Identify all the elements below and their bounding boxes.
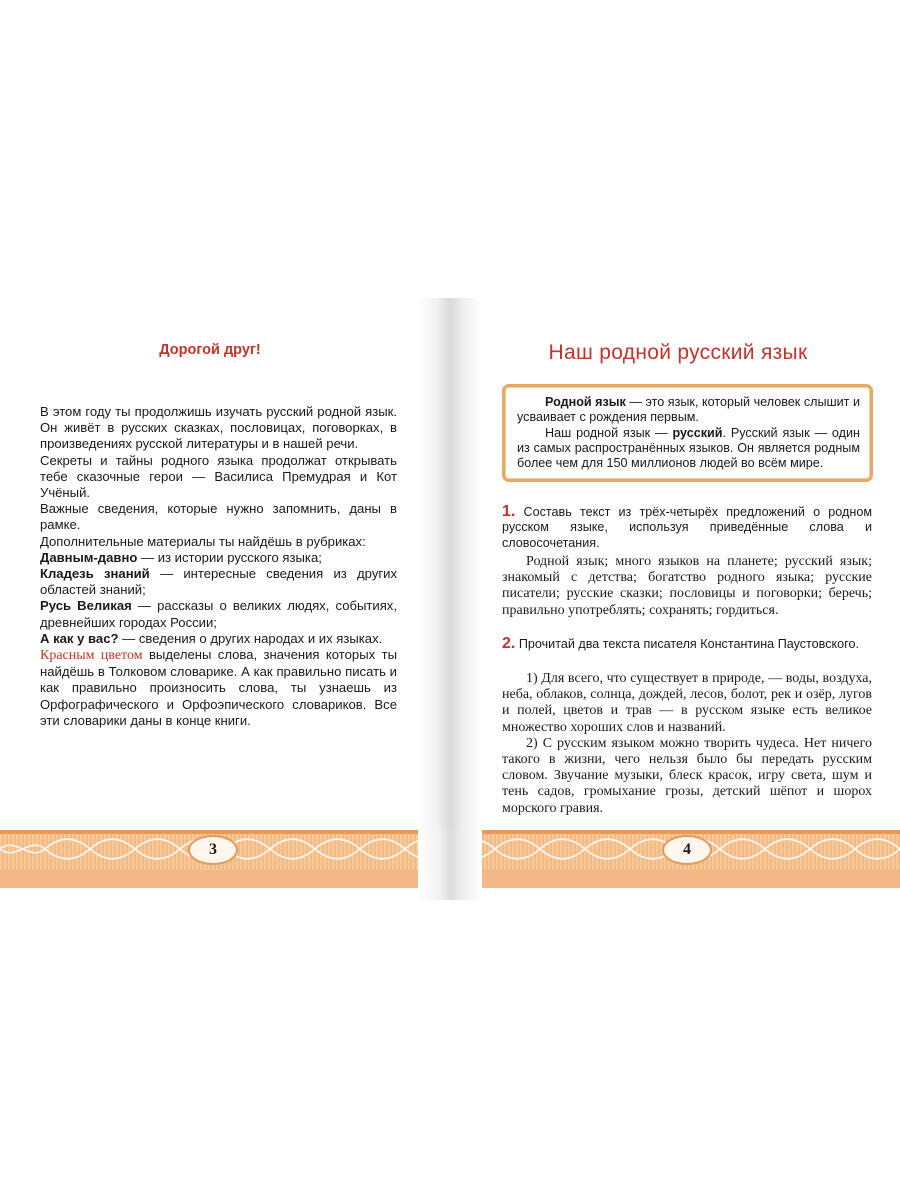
- task-2: [502, 636, 872, 652]
- rubric-item: [40, 550, 397, 566]
- rubric-item: [40, 598, 397, 630]
- page-number-left: 3: [188, 835, 238, 865]
- frame-paragraph: Важные сведения, которые нужно запомнить, даны в рамке.: [40, 501, 397, 533]
- page-number-right: 4: [662, 835, 712, 865]
- left-page: [0, 298, 420, 828]
- left-page-title: Дорогой друг!: [159, 342, 261, 358]
- task-1-text: Составь текст из трёх-четырёх предложений о родном русском языке, используя приведённые слова и словосочетания.: [502, 505, 872, 550]
- rubric-item: [40, 631, 397, 647]
- russian-language-paragraph: [517, 426, 860, 472]
- task-2-text: Прочитай два текста писателя Константина Паустовского.: [515, 637, 860, 651]
- definition-paragraph: [517, 395, 860, 426]
- russian-language-rest: . Русский язык — один из самых распространённых языков. Он является родным более чем для 150 миллионов людей во всём мире.: [517, 425, 860, 471]
- rubric-term: А как у вас?: [40, 630, 119, 646]
- rubric-term: Кладезь знаний: [40, 566, 150, 582]
- intro-paragraph: В этом году ты продолжишь изучать русский родной язык. Он живёт в русских сказках, пословицах, поговорках, в произведениях русской литературы и в нашей речи.: [40, 404, 397, 452]
- russian-language-start: Наш родной язык —: [545, 425, 673, 440]
- rubric-desc: — из истории русского языка;: [137, 549, 322, 565]
- dictionary-paragraph-rest: выделены слова, значения которых ты найдёшь в Толковом словарике. А как правильно писать и как правильно произносить слова, ты узнаешь из Орфографического и Орфоэпического словариков. Все эти словарики даны в конце книги.: [40, 647, 397, 728]
- task-2-instruction: [502, 636, 872, 652]
- rubric-term: Давным-давно: [40, 549, 138, 565]
- dictionary-paragraph: [40, 647, 397, 729]
- rubric-term: Русь Великая: [40, 598, 132, 614]
- task-1-instruction: [502, 504, 872, 551]
- task-number: 1.: [502, 503, 516, 520]
- left-page-text: [40, 404, 397, 729]
- definition-text: — это язык, который человек слышит и усваивает с рождения первым.: [517, 395, 860, 425]
- rubric-desc: — интересные сведения из других областей знаний;: [40, 566, 397, 598]
- task-1: [502, 504, 872, 551]
- book-gutter: [418, 298, 482, 900]
- rubric-desc: — сведения о других народах и их языках.: [118, 630, 383, 646]
- rubric-desc: — рассказы о великих людях, событиях, древнейших городах России;: [40, 598, 397, 630]
- quote-1: 1) Для всего, что существует в природе, — воды, воздуха, неба, облаков, солнца, дождей, лесов, болот, рек и озёр, лугов и полей, цветов и трав — в русском языке есть великое множество хороших слов и названий.: [502, 671, 872, 735]
- russian-term: русский: [672, 425, 723, 440]
- paustovsky-quotes: [502, 671, 872, 817]
- right-page: [482, 298, 900, 828]
- rubric-item: [40, 566, 397, 598]
- definition-term: Родной язык: [545, 395, 626, 409]
- heroes-paragraph: Секреты и тайны родного языка продолжат открывать тебе сказочные герои — Василиса Премудрая и Кот Учёный.: [40, 452, 397, 501]
- word-list: Родной язык; много языков на планете; русский язык; знакомый с детства; богатство родного языка; русские писатели; русские сказки; пословицы и поговорки; беречь; правильно употреблять; сохранять; гордиться.: [502, 554, 872, 618]
- quote-2: 2) С русским языком можно творить чудеса. Нет ничего такого в жизни, чего нельзя было бы передать русским словом. Звучание музыки, блеск красок, игру света, шум и тень садов, громыхание грозы, детский шёпот и шорох морского гравия.: [502, 735, 872, 816]
- right-page-title: Наш родной русский язык: [548, 341, 808, 364]
- footer-gutter: [418, 830, 482, 900]
- red-color-phrase: Красным цветом: [40, 648, 143, 664]
- task-number: 2.: [502, 635, 516, 652]
- definition-frame: [502, 384, 873, 482]
- task-1-words: [502, 554, 872, 619]
- rubrics-intro: Дополнительные материалы ты найдёшь в рубриках:: [40, 533, 366, 549]
